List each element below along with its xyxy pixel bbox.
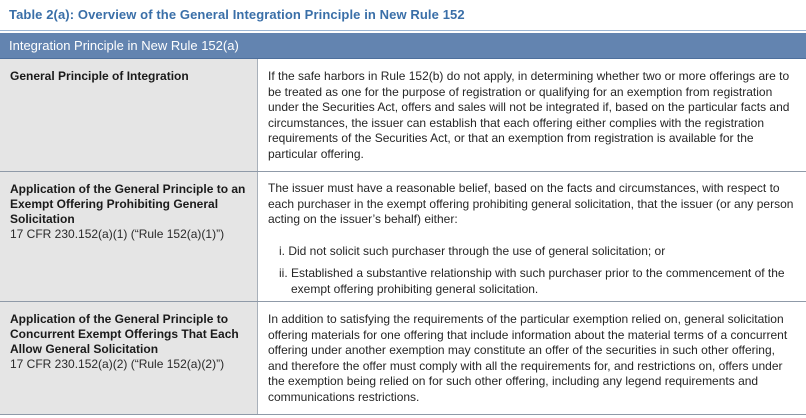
table-row <box>0 172 806 302</box>
list-item: i. Did not solicit such purchaser through the use of general solicitation; or <box>279 244 666 258</box>
row-text: In addition to satisfying the requirements of the particular exemption relied on, general solicitation offering materials for one offering that include information about the material terms of a concurrent offering under another exemption may constitute an offer of the securities in such other offering, and therefore the offer must comply with all the requirements for, and restrictions on, offers under the exemption being relied on for such other offering, including any legend requirements and communications restrictions. <box>268 312 788 404</box>
row-citation: 17 CFR 230.152(a)(2) (“Rule 152(a)(2)”) <box>10 357 225 371</box>
row-title: Application of the General Principle to an Exempt Offering Prohibiting General Solicitation <box>10 182 246 226</box>
row-text: If the safe harbors in Rule 152(b) do not apply, in determining whether two or more offerings are to be treated as one for the purpose of registration or qualifying for an exemption from registration under the Securities Act, offers and sales will not be integrated if, based on the particular facts and circumstances, the issuer can establish that each offering either complies with the registration requirements of the Securities Act, or that an exemption from registration is available for the particular offering. <box>268 69 790 161</box>
row-content-cell <box>258 59 806 171</box>
row-label-cell <box>0 59 258 171</box>
row-title: General Principle of Integration <box>10 69 189 83</box>
row-text: The issuer must have a reasonable belief, based on the facts and circumstances, with respect to each purchaser in the exempt offering prohibiting general solicitation, that the issuer (or any person acting on the issuer’s behalf) either: <box>268 181 794 226</box>
table-row <box>0 59 806 172</box>
row-label-cell <box>0 302 258 414</box>
row-content-cell <box>258 172 806 301</box>
row-citation: 17 CFR 230.152(a)(1) (“Rule 152(a)(1)”) <box>10 227 225 241</box>
table-caption: Table 2(a): Overview of the General Integration Principle in New Rule 152 <box>9 7 465 22</box>
row-label-cell <box>0 172 258 301</box>
list-item: ii. Established a substantive relationship with such purchaser prior to the commencement of the exempt offering prohibiting general solicitation. <box>279 266 785 296</box>
table-header-label: Integration Principle in New Rule 152(a) <box>9 38 239 53</box>
row-title: Application of the General Principle to Concurrent Exempt Offerings That Each Allow General Solicitation <box>10 312 239 356</box>
row-content-cell <box>258 302 806 414</box>
table-row <box>0 302 806 415</box>
table-header <box>0 33 806 59</box>
caption-divider <box>0 30 806 31</box>
